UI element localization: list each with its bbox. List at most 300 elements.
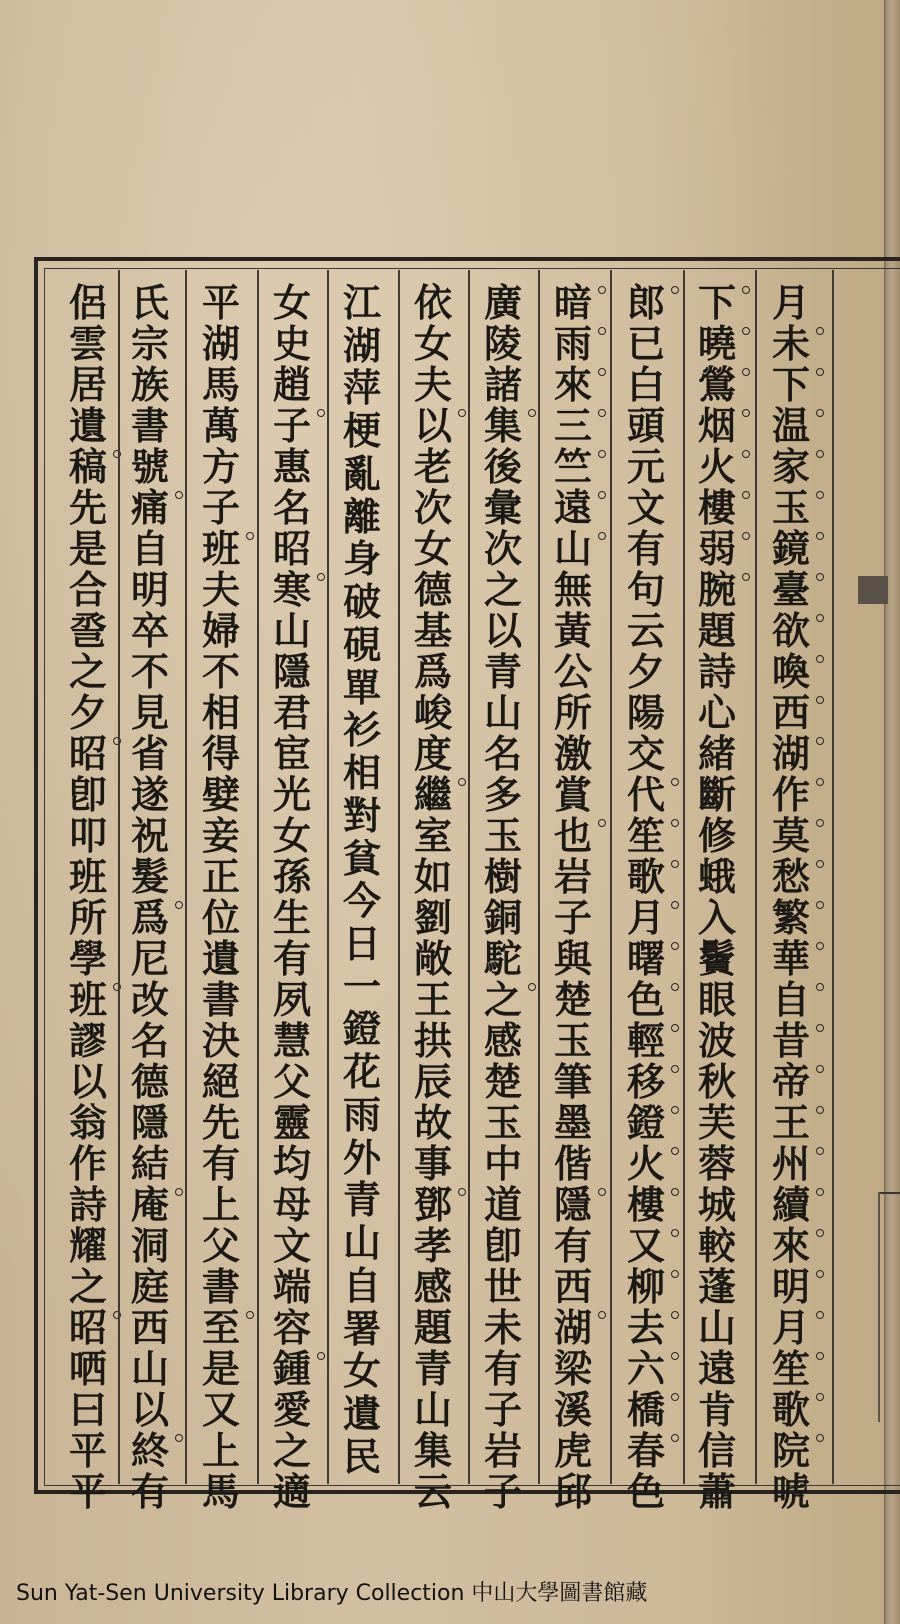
punctuated-character: 山 [551,528,595,569]
punctuated-character: 喚 [769,651,813,692]
character: 平 [201,280,240,325]
character: 湖 [201,321,240,366]
column-rule [832,270,834,1484]
punctuated-character: 樓 [695,487,739,528]
character: 爲 [413,649,452,694]
punctuated-character: 火 [695,446,739,487]
character: 之 [68,649,107,694]
character: 肯 [697,1387,736,1432]
punctuated-character: 柳 [624,1266,668,1307]
character: 平 [68,1469,107,1514]
character: 哂 [68,1346,107,1391]
punctuated-character: 明 [769,1266,813,1307]
character: 梁 [553,1346,592,1391]
character: 省 [130,731,169,776]
character: 宗 [130,321,169,366]
character: 遺 [342,1391,381,1437]
punctuated-character: 湖 [769,733,813,774]
character: 波 [697,1018,736,1063]
punctuated-character: 未 [769,323,813,364]
punctuated-character: 移 [624,1061,668,1102]
punctuated-character: 郎 [624,282,668,323]
character: 緒 [697,731,736,776]
character: 城 [697,1182,736,1227]
punctuated-character: 來 [769,1225,813,1266]
character: 日 [342,921,381,967]
punctuated-character: 月 [769,1307,813,1348]
punctuated-character: 院 [769,1430,813,1471]
punctuated-character: 華 [769,938,813,979]
character: 遺 [201,936,240,981]
punctuated-character: 爲 [128,897,172,938]
character: 云 [626,608,665,653]
character: 以 [483,608,522,653]
character: 身 [342,536,381,582]
text-column [619,280,673,1514]
character: 山 [413,1387,452,1432]
punctuated-character: 子 [270,405,314,446]
character: 衫 [342,707,381,753]
punctuated-character: 烟 [695,405,739,446]
text-column [61,280,115,1514]
punctuated-character: 笙 [769,1348,813,1389]
character: 有 [130,1469,169,1514]
character: 元 [626,444,665,489]
character: 德 [413,567,452,612]
character: 夕 [68,690,107,735]
character: 女 [413,526,452,571]
character: 玉 [553,1018,592,1063]
character: 父 [201,1223,240,1268]
page-edge-tab [858,576,888,604]
character: 楚 [483,1059,522,1104]
character: 均 [272,1141,311,1186]
character: 子 [483,1469,522,1514]
character: 妾 [201,813,240,858]
character: 父 [272,1059,311,1104]
character: 學 [68,936,107,981]
character: 蕭 [697,1469,736,1514]
character: 靈 [272,1100,311,1145]
column-rule [755,270,757,1484]
character: 有 [483,1346,522,1391]
character: 惠 [272,444,311,489]
character: 亂 [342,450,381,496]
character: 離 [342,493,381,539]
character: 是 [201,1346,240,1391]
character: 蛾 [697,854,736,899]
character: 作 [68,1141,107,1186]
character: 子 [553,895,592,940]
character: 之 [483,567,522,612]
punctuated-character: 湖 [551,1307,595,1348]
character: 無 [553,567,592,612]
margin-mark [878,1192,900,1194]
character: 眼 [697,977,736,1022]
punctuated-character: 寒 [270,569,314,610]
character: 謬 [68,1018,107,1063]
character: 破 [342,579,381,625]
character: 翁 [68,1100,107,1145]
character: 山 [342,1220,381,1266]
character: 敞 [413,936,452,981]
character: 偕 [553,1141,592,1186]
character: 岩 [553,854,592,899]
character: 山 [483,690,522,735]
character: 一 [342,963,381,1009]
punctuated-character: 雨 [551,323,595,364]
character: 墨 [553,1100,592,1145]
character: 相 [201,690,240,735]
character: 駝 [483,936,522,981]
character: 相 [342,750,381,796]
punctuated-character: 火 [624,1143,668,1184]
text-column [335,282,389,1477]
punctuated-character: 昔 [769,1020,813,1061]
character: 交 [626,731,665,776]
character: 見 [130,690,169,735]
punctuated-character: 繼 [411,774,455,815]
text-column [265,280,319,1514]
punctuated-character: 鏡 [769,528,813,569]
character: 次 [483,526,522,571]
character: 山 [130,1346,169,1391]
character: 今 [342,878,381,924]
character: 遠 [697,1346,736,1391]
punctuated-character: 輕 [624,1020,668,1061]
character: 以 [68,1059,107,1104]
text-column [406,280,460,1514]
character: 德 [130,1059,169,1104]
column-rule [327,270,329,1484]
character: 祝 [130,813,169,858]
character: 云 [413,1469,452,1514]
character: 白 [626,362,665,407]
column-rule [610,270,612,1484]
text-column [476,280,530,1514]
character: 題 [413,1305,452,1350]
character: 事 [413,1141,452,1186]
character: 入 [697,895,736,940]
character: 山 [272,608,311,653]
punctuated-character: 以 [411,405,455,446]
punctuated-character: 曙 [624,938,668,979]
character: 又 [201,1387,240,1432]
character: 賞 [553,772,592,817]
character: 庭 [130,1264,169,1309]
punctuated-character: 班 [66,979,110,1020]
punctuated-character: 去 [624,1307,668,1348]
character: 史 [272,321,311,366]
character: 中 [483,1141,522,1186]
character: 江 [342,280,381,325]
punctuated-character: 玉 [769,487,813,528]
character: 絕 [201,1059,240,1104]
character: 題 [697,608,736,653]
column-rule [398,270,400,1484]
margin-rule [878,1192,880,1422]
character: 西 [130,1305,169,1350]
character: 王 [413,977,452,1022]
punctuated-character: 繁 [769,897,813,938]
punctuated-character: 臺 [769,569,813,610]
character: 光 [272,772,311,817]
character: 楚 [553,977,592,1022]
character: 正 [201,854,240,899]
punctuated-character: 六 [624,1348,668,1389]
character: 馬 [201,362,240,407]
punctuated-character: 橋 [624,1389,668,1430]
character: 是 [68,526,107,571]
text-column [123,280,177,1514]
character: 詩 [68,1182,107,1227]
punctuated-character: 昭 [66,1307,110,1348]
text-column [764,280,818,1514]
character: 上 [201,1182,240,1227]
character: 月 [771,280,810,325]
character: 梗 [342,408,381,454]
character: 故 [413,1100,452,1145]
character: 老 [413,444,452,489]
punctuated-character: 續 [769,1184,813,1225]
character: 自 [130,526,169,571]
character: 外 [342,1134,381,1180]
punctuated-character: 三 [551,405,595,446]
character: 趙 [272,362,311,407]
character: 已 [626,321,665,366]
punctuated-character: 温 [769,405,813,446]
character: 名 [483,731,522,776]
character: 宦 [272,731,311,776]
punctuated-character: 歌 [624,856,668,897]
punctuated-character: 歌 [769,1389,813,1430]
punctuated-character: 暗 [551,282,595,323]
punctuated-character: 來 [551,364,595,405]
character: 句 [626,567,665,612]
character: 之 [68,1264,107,1309]
character: 對 [342,792,381,838]
character: 以 [130,1387,169,1432]
character: 拱 [413,1018,452,1063]
character: 筆 [553,1059,592,1104]
character: 名 [272,485,311,530]
text-column [690,280,744,1514]
character: 適 [272,1469,311,1514]
character: 昭 [272,526,311,571]
character: 平 [68,1428,107,1473]
punctuated-character: 腕 [695,569,739,610]
character: 有 [626,526,665,571]
column-rule [257,270,259,1484]
punctuated-character: 至 [199,1307,243,1348]
punctuated-character: 自 [769,979,813,1020]
character: 女 [272,813,311,858]
character: 度 [413,731,452,776]
punctuated-character: 竺 [551,446,595,487]
character: 頭 [626,403,665,448]
character: 遂 [130,772,169,817]
character: 文 [626,485,665,530]
character: 結 [130,1141,169,1186]
character: 唬 [771,1469,810,1514]
character: 室 [413,813,452,858]
character: 女 [413,321,452,366]
character: 所 [553,690,592,735]
character: 雲 [68,321,107,366]
character: 與 [553,936,592,981]
character: 上 [201,1428,240,1473]
character: 青 [342,1177,381,1223]
character: 有 [272,936,311,981]
collection-footer: Sun Yat-Sen University Library Collection 中山大學圖書館藏 [16,1581,648,1606]
punctuated-character: 弱 [695,528,739,569]
character: 劉 [413,895,452,940]
character: 氏 [130,280,169,325]
character: 端 [272,1264,311,1309]
punctuated-character: 稿 [66,446,110,487]
character: 西 [553,1264,592,1309]
character: 生 [272,895,311,940]
character: 號 [130,444,169,489]
character: 馬 [201,1469,240,1514]
column-rule [118,270,120,1484]
character: 色 [626,1469,665,1514]
character: 玉 [483,1100,522,1145]
character: 鬢 [697,936,736,981]
character: 侶 [68,280,107,325]
punctuated-character: 集 [481,405,525,446]
character: 心 [697,690,736,735]
character: 子 [201,485,240,530]
character: 世 [483,1264,522,1309]
character: 女 [272,280,311,325]
character: 書 [201,1264,240,1309]
character: 硯 [342,621,381,667]
character: 嬖 [201,772,240,817]
character: 湖 [342,322,381,368]
punctuated-character: 鶯 [695,364,739,405]
character: 改 [130,977,169,1022]
character: 斷 [697,772,736,817]
character: 鐙 [342,1006,381,1052]
text-column [194,280,248,1514]
character: 名 [130,1018,169,1063]
punctuated-character: 西 [769,692,813,733]
punctuated-character: 曉 [695,323,739,364]
character: 先 [201,1100,240,1145]
character: 班 [68,854,107,899]
punctuated-character: 愁 [769,856,813,897]
character: 陵 [483,321,522,366]
character: 感 [413,1264,452,1309]
punctuated-character: 鍾 [270,1348,314,1389]
column-rule [468,270,470,1484]
punctuated-character: 色 [624,979,668,1020]
character: 有 [201,1141,240,1186]
punctuated-character: 下 [695,282,739,323]
character: 愛 [272,1387,311,1432]
character: 孫 [272,854,311,899]
punctuated-character: 昭 [66,733,110,774]
character: 君 [272,690,311,735]
punctuated-character: 春 [624,1430,668,1471]
punctuated-character: 隱 [551,1184,595,1225]
character: 夫 [201,567,240,612]
character: 得 [201,731,240,776]
punctuated-character: 又 [624,1225,668,1266]
punctuated-character: 遠 [551,487,595,528]
character: 詩 [697,649,736,694]
character: 子 [483,1387,522,1432]
punctuated-character: 作 [769,774,813,815]
column-rule [185,270,187,1484]
character: 基 [413,608,452,653]
character: 慧 [272,1018,311,1063]
character: 未 [483,1305,522,1350]
character: 合 [68,567,107,612]
punctuated-character: 班 [199,528,243,569]
character: 雨 [342,1091,381,1137]
character: 彙 [483,485,522,530]
punctuated-character: 也 [551,815,595,856]
punctuated-character: 下 [769,364,813,405]
character: 位 [201,895,240,940]
character: 書 [201,977,240,1022]
character: 遺 [68,403,107,448]
character: 卒 [130,608,169,653]
punctuated-character: 鄧 [411,1184,455,1225]
character: 夫 [413,362,452,407]
character: 如 [413,854,452,899]
character: 黃 [553,608,592,653]
character: 樹 [483,854,522,899]
punctuated-character: 欲 [769,610,813,651]
character: 耀 [68,1223,107,1268]
character: 孝 [413,1223,452,1268]
column-rule [538,270,540,1484]
character: 較 [697,1223,736,1268]
character: 秋 [697,1059,736,1104]
character: 道 [483,1182,522,1227]
character: 隱 [272,649,311,694]
character: 青 [483,649,522,694]
punctuated-character: 鐙 [624,1102,668,1143]
character: 方 [201,444,240,489]
punctuated-character: 終 [128,1430,172,1471]
character: 叩 [68,813,107,858]
character: 居 [68,362,107,407]
punctuated-character: 王 [769,1102,813,1143]
character: 多 [483,772,522,817]
character: 貧 [342,835,381,881]
character: 花 [342,1049,381,1095]
punctuated-character: 莫 [769,815,813,856]
character: 民 [342,1433,381,1479]
character: 文 [272,1223,311,1268]
character: 曰 [68,1387,107,1432]
character: 有 [553,1223,592,1268]
character: 激 [553,731,592,776]
character: 自 [342,1262,381,1308]
character: 決 [201,1018,240,1063]
character: 不 [130,649,169,694]
character: 洞 [130,1223,169,1268]
character: 山 [697,1305,736,1350]
character: 廣 [483,280,522,325]
character: 玉 [483,813,522,858]
character: 蓬 [697,1264,736,1309]
punctuated-character: 笙 [624,815,668,856]
